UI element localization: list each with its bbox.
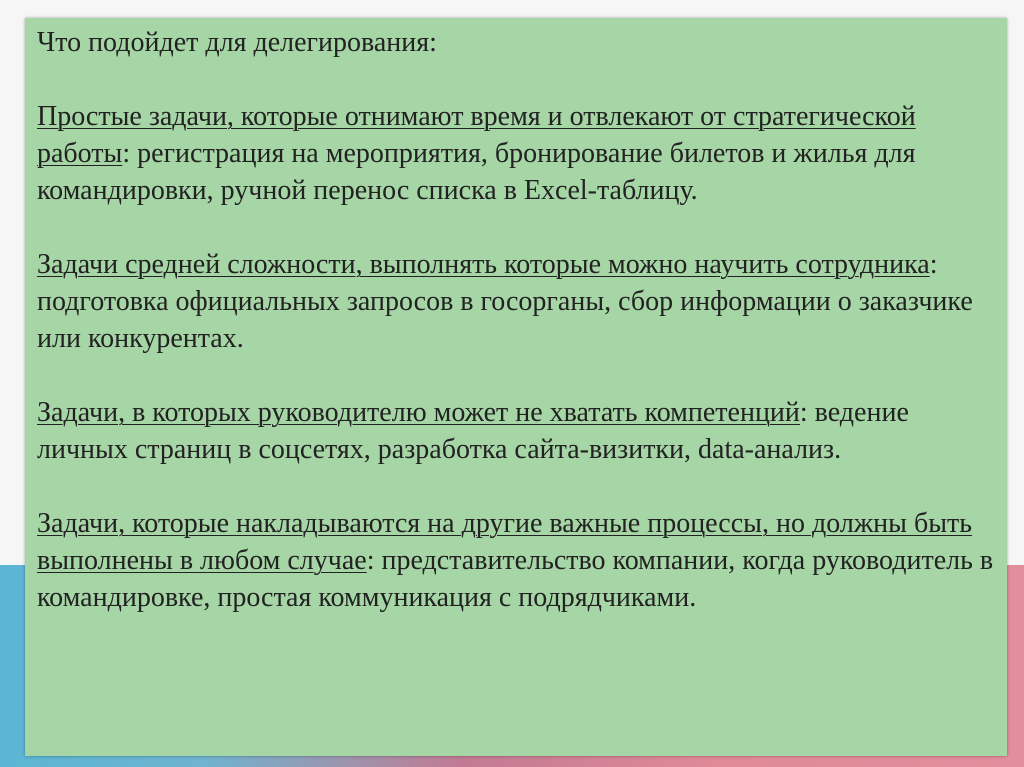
text-panel bbox=[25, 18, 1007, 756]
paragraph-body: : подготовка официальных запросов в госорганы, сбор информации о заказчике или конкурентах. bbox=[37, 249, 973, 354]
slide-content bbox=[37, 24, 997, 616]
paragraph-competency-tasks bbox=[37, 394, 997, 468]
slide-heading: Что подойдет для делегирования: bbox=[37, 27, 437, 58]
paragraph-lead: Задачи средней сложности, выполнять которые можно научить сотрудника bbox=[37, 249, 930, 280]
paragraph-overlapping-tasks bbox=[37, 505, 997, 616]
paragraph-body: : ведение личных страниц в соцсетях, разработка сайта-визитки, data-анализ. bbox=[37, 397, 909, 465]
paragraph-lead: Простые задачи, которые отнимают время и отвлекают от стратегической работы bbox=[37, 101, 916, 169]
paragraph-medium-tasks bbox=[37, 246, 997, 357]
paragraph-lead: Задачи, которые накладываются на другие важные процессы, но должны быть выполнены в любом случае bbox=[37, 508, 973, 576]
paragraph-body: : регистрация на мероприятия, бронирование билетов и жилья для командировки, ручной перенос списка в Excel-таблицу. bbox=[37, 138, 916, 206]
paragraph-simple-tasks bbox=[37, 98, 997, 209]
paragraph-body: : представительство компании, когда руководитель в командировке, простая коммуникация с подрядчиками. bbox=[37, 545, 994, 613]
paragraph-lead: Задачи, в которых руководителю может не хватать компетенций bbox=[37, 397, 800, 428]
